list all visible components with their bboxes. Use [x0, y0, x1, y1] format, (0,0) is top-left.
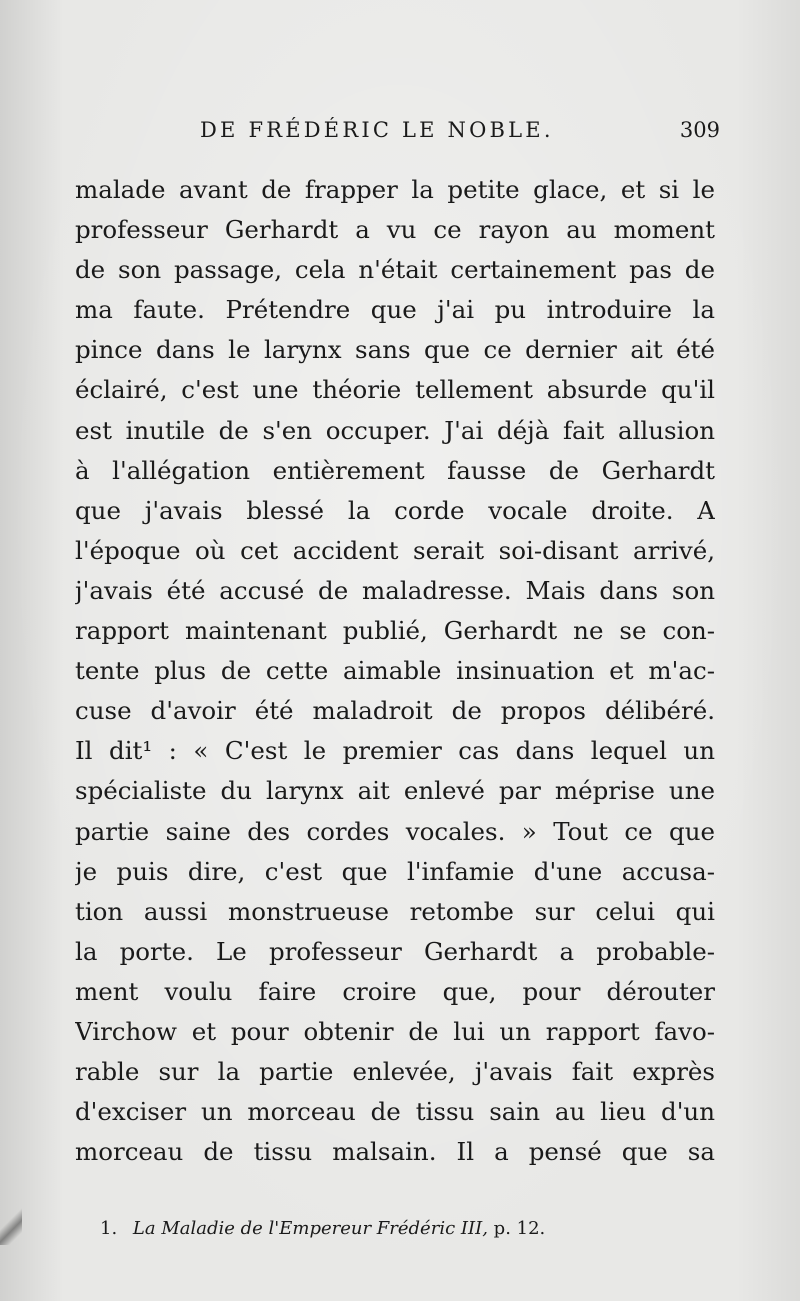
text-line: professeur Gerhardt a vu ce rayon au moment — [75, 215, 715, 245]
text-line: cuse d'avoir été maladroit de propos délibéré. — [75, 696, 715, 726]
text-line: tente plus de cette aimable insinuation et m'ac- — [75, 656, 715, 686]
footnote — [100, 1218, 660, 1239]
page-edge-mark — [0, 1205, 22, 1245]
footnote-title: La Maladie de l'Empereur Frédéric III, — [132, 1218, 488, 1239]
text-line: à l'allégation entièrement fausse de Gerhardt — [75, 455, 715, 485]
text-line: ment voulu faire croire que, pour dérouter — [75, 976, 715, 1006]
text-line: Il dit¹ : « C'est le premier cas dans lequel un — [75, 736, 715, 766]
text-line: rable sur la partie enlevée, j'avais fait exprès — [75, 1057, 715, 1087]
text-line: ma faute. Prétendre que j'ai pu introduire la — [75, 295, 715, 325]
footnote-page-ref: p. 12. — [493, 1218, 546, 1239]
text-line: d'exciser un morceau de tissu sain au lieu d'un — [75, 1097, 715, 1127]
text-line: rapport maintenant publié, Gerhardt ne se con- — [75, 616, 715, 646]
text-line: je puis dire, c'est que l'infamie d'une accusa- — [75, 856, 715, 886]
text-line: Virchow et pour obtenir de lui un rapport favo- — [75, 1016, 715, 1046]
page-number: 309 — [679, 118, 720, 142]
body-text — [75, 170, 715, 1172]
text-line: morceau de tissu malsain. Il a pensé que sa — [75, 1137, 715, 1167]
text-line: de son passage, cela n'était certainement pas de — [75, 255, 715, 285]
footnote-number: 1. — [100, 1218, 118, 1239]
text-line: tion aussi monstrueuse retombe sur celui qui — [75, 896, 715, 926]
text-line: malade avant de frapper la petite glace, et si le — [75, 175, 715, 204]
text-line: j'avais été accusé de maladresse. Mais dans son — [75, 575, 715, 605]
text-line: l'époque où cet accident serait soi-disant arrivé, — [75, 535, 715, 565]
text-line: partie saine des cordes vocales. » Tout ce que — [75, 816, 715, 846]
text-line: éclairé, c'est une théorie tellement absurde qu'il — [75, 375, 715, 405]
text-line: est inutile de s'en occuper. J'ai déjà fait allusion — [75, 415, 715, 445]
text-line: la porte. Le professeur Gerhardt a probable- — [75, 936, 715, 966]
running-head — [200, 118, 720, 148]
text-line: que j'avais blessé la corde vocale droite. A — [75, 495, 715, 525]
running-title: DE FRÉDÉRIC LE NOBLE. — [200, 118, 554, 142]
text-line: pince dans le larynx sans que ce dernier ait été — [75, 335, 715, 365]
text-line: spécialiste du larynx ait enlevé par méprise une — [75, 776, 715, 806]
